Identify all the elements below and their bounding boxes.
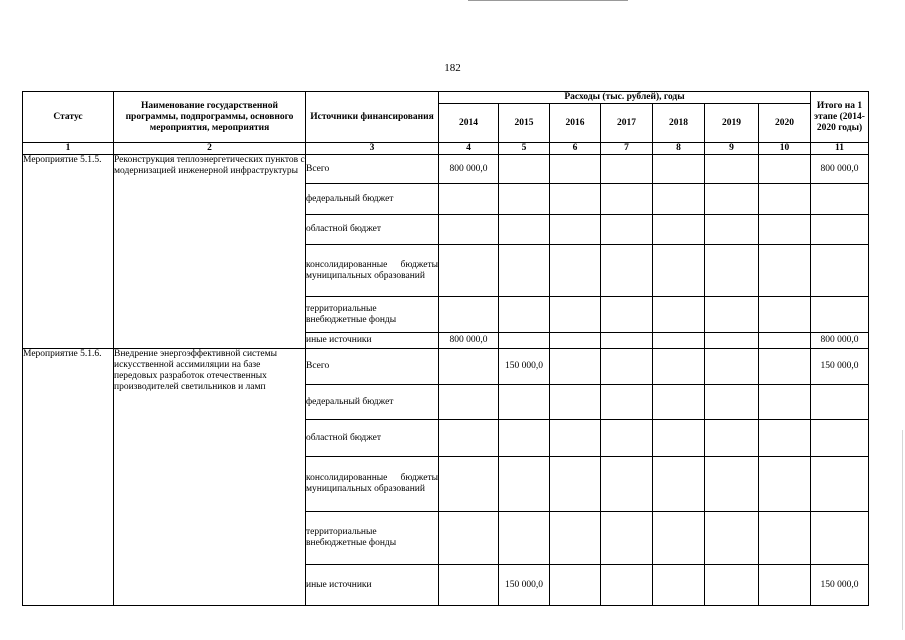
year-value-cell xyxy=(550,385,601,420)
year-value-cell xyxy=(439,349,499,385)
year-value-cell xyxy=(705,349,759,385)
year-value-cell xyxy=(653,349,705,385)
year-value-cell xyxy=(653,333,705,349)
year-value-cell xyxy=(439,215,499,245)
year-value-cell xyxy=(601,512,653,565)
total-value-cell: 800 000,0 xyxy=(811,333,869,349)
year-value-cell xyxy=(550,297,601,333)
funding-source: федеральный бюджет xyxy=(306,385,439,420)
year-value-cell xyxy=(759,385,811,420)
year-value-cell xyxy=(759,184,811,215)
header-name: Наименование государственной программы, подпрограммы, основного мероприятия, мероприятия xyxy=(114,92,306,143)
funding-source: территориальные внебюджетные фонды xyxy=(306,512,439,565)
year-value-cell xyxy=(705,333,759,349)
funding-source: иные источники xyxy=(306,565,439,606)
year-value-cell xyxy=(601,565,653,606)
budget-table xyxy=(22,91,869,606)
header-year: 2019 xyxy=(705,104,759,143)
year-value-cell xyxy=(653,420,705,457)
header-year: 2017 xyxy=(601,104,653,143)
column-number: 9 xyxy=(705,143,759,155)
year-value-cell xyxy=(705,512,759,565)
funding-source: областной бюджет xyxy=(306,215,439,245)
year-value-cell xyxy=(705,155,759,184)
year-value-cell: 150 000,0 xyxy=(499,565,550,606)
year-value-cell xyxy=(705,385,759,420)
activity-status: Мероприятие 5.1.5. xyxy=(23,155,114,349)
total-value-cell xyxy=(811,420,869,457)
year-value-cell xyxy=(499,420,550,457)
year-value-cell: 800 000,0 xyxy=(439,155,499,184)
page-number: 182 xyxy=(444,62,461,74)
year-value-cell xyxy=(499,245,550,297)
year-value-cell xyxy=(653,245,705,297)
activity-name: Реконструкция теплоэнергетических пунктов с модернизацией инженерной инфраструктуры xyxy=(114,155,306,349)
year-value-cell xyxy=(759,349,811,385)
activity-status: Мероприятие 5.1.6. xyxy=(23,349,114,606)
year-value-cell xyxy=(653,297,705,333)
year-value-cell xyxy=(759,565,811,606)
year-value-cell xyxy=(499,333,550,349)
year-value-cell xyxy=(759,297,811,333)
year-value-cell xyxy=(601,333,653,349)
year-value-cell xyxy=(601,349,653,385)
year-value-cell xyxy=(550,457,601,512)
year-value-cell xyxy=(759,245,811,297)
total-value-cell xyxy=(811,245,869,297)
year-value-cell xyxy=(759,155,811,184)
column-number: 7 xyxy=(601,143,653,155)
total-value-cell: 800 000,0 xyxy=(811,155,869,184)
year-value-cell xyxy=(601,385,653,420)
year-value-cell xyxy=(601,297,653,333)
header-year: 2014 xyxy=(439,104,499,143)
year-value-cell xyxy=(759,215,811,245)
year-value-cell xyxy=(499,297,550,333)
header-total: Итого на 1 этапе (2014-2020 годы) xyxy=(811,92,869,143)
year-value-cell: 800 000,0 xyxy=(439,333,499,349)
total-value-cell xyxy=(811,457,869,512)
year-value-cell xyxy=(550,155,601,184)
funding-source: иные источники xyxy=(306,333,439,349)
year-value-cell xyxy=(439,297,499,333)
year-value-cell xyxy=(439,245,499,297)
year-value-cell xyxy=(653,565,705,606)
year-value-cell xyxy=(601,420,653,457)
year-value-cell xyxy=(499,512,550,565)
total-value-cell xyxy=(811,215,869,245)
column-number: 8 xyxy=(653,143,705,155)
year-value-cell xyxy=(705,184,759,215)
scan-edge-line xyxy=(902,430,903,630)
column-number: 10 xyxy=(759,143,811,155)
activity-name: Внедрение энергоэффективной системы искусственной ассимиляции на базе передовых разработок отечественных производителей светильников и ламп xyxy=(114,349,306,606)
year-value-cell xyxy=(439,385,499,420)
total-value-cell xyxy=(811,512,869,565)
year-value-cell xyxy=(550,349,601,385)
header-status: Статус xyxy=(23,92,114,143)
total-value-cell xyxy=(811,385,869,420)
year-value-cell xyxy=(705,420,759,457)
year-value-cell xyxy=(550,420,601,457)
year-value-cell xyxy=(550,565,601,606)
year-value-cell xyxy=(653,184,705,215)
year-value-cell xyxy=(759,420,811,457)
total-value-cell: 150 000,0 xyxy=(811,349,869,385)
header-year: 2016 xyxy=(550,104,601,143)
year-value-cell xyxy=(705,297,759,333)
year-value-cell xyxy=(601,155,653,184)
year-value-cell xyxy=(550,333,601,349)
column-number: 2 xyxy=(114,143,306,155)
column-number: 5 xyxy=(499,143,550,155)
year-value-cell xyxy=(550,215,601,245)
column-number: 4 xyxy=(439,143,499,155)
funding-source: Всего xyxy=(306,155,439,184)
table-row xyxy=(23,155,869,184)
year-value-cell xyxy=(653,385,705,420)
funding-source: Всего xyxy=(306,349,439,385)
header-year: 2015 xyxy=(499,104,550,143)
year-value-cell xyxy=(601,245,653,297)
year-value-cell xyxy=(550,184,601,215)
year-value-cell xyxy=(499,184,550,215)
header-sources: Источники финансирования xyxy=(306,92,439,143)
total-value-cell xyxy=(811,297,869,333)
year-value-cell xyxy=(759,333,811,349)
year-value-cell xyxy=(705,215,759,245)
year-value-cell xyxy=(653,457,705,512)
funding-source: областной бюджет xyxy=(306,420,439,457)
year-value-cell xyxy=(601,215,653,245)
year-value-cell xyxy=(601,457,653,512)
year-value-cell xyxy=(705,245,759,297)
funding-source: федеральный бюджет xyxy=(306,184,439,215)
year-value-cell xyxy=(439,565,499,606)
column-number: 11 xyxy=(811,143,869,155)
year-value-cell xyxy=(550,512,601,565)
year-value-cell: 150 000,0 xyxy=(499,349,550,385)
column-number: 1 xyxy=(23,143,114,155)
year-value-cell xyxy=(439,512,499,565)
table-row xyxy=(23,349,869,385)
year-value-cell xyxy=(499,457,550,512)
total-value-cell xyxy=(811,184,869,215)
year-value-cell xyxy=(705,565,759,606)
scan-mark xyxy=(468,0,628,1)
year-value-cell xyxy=(439,457,499,512)
header-year: 2018 xyxy=(653,104,705,143)
total-value-cell: 150 000,0 xyxy=(811,565,869,606)
header-expenses: Расходы (тыс. рублей), годы xyxy=(439,92,811,104)
year-value-cell xyxy=(653,512,705,565)
column-number: 3 xyxy=(306,143,439,155)
funding-source: консолидированные бюджеты муниципальных образований xyxy=(306,457,439,512)
year-value-cell xyxy=(550,245,601,297)
year-value-cell xyxy=(653,215,705,245)
year-value-cell xyxy=(439,184,499,215)
year-value-cell xyxy=(705,457,759,512)
year-value-cell xyxy=(653,155,705,184)
year-value-cell xyxy=(601,184,653,215)
year-value-cell xyxy=(499,155,550,184)
column-number: 6 xyxy=(550,143,601,155)
header-year: 2020 xyxy=(759,104,811,143)
funding-source: территориальные внебюджетные фонды xyxy=(306,297,439,333)
year-value-cell xyxy=(499,215,550,245)
year-value-cell xyxy=(759,512,811,565)
year-value-cell xyxy=(759,457,811,512)
funding-source: консолидированные бюджеты муниципальных образований xyxy=(306,245,439,297)
year-value-cell xyxy=(439,420,499,457)
year-value-cell xyxy=(499,385,550,420)
